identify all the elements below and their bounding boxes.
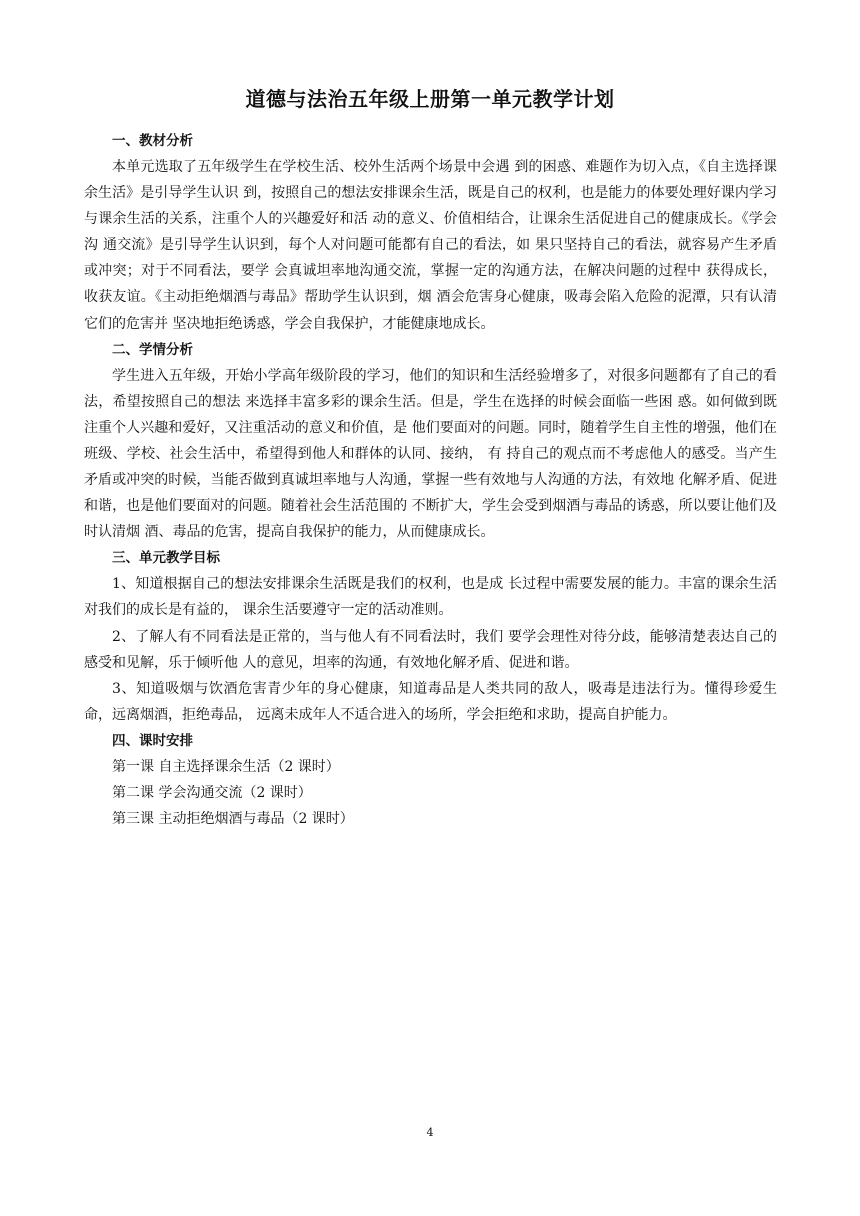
goal-paragraph: 2、了解人有不同看法是正常的，当与他人有不同看法时，我们 要学会理性对待分歧，能够清楚表达自己的感受和见解，乐于倾听他 人的意见，坦率的沟通，有效地化解矛盾、促进和谐。 <box>84 628 777 671</box>
paragraph: 本单元选取了五年级学生在学校生活、校外生活两个场景中会遇 到的困惑、难题作为切入点，《自主选择课余生活》是引导学生认识 到，按照自己的想法安排课余生活，既是自己的权利，也是能力的体要处理好课内学习与课余生活的关系，注重个人的兴趣爱好和活 动的意义、价值相结合，让课余生活促进自己的健康成长。《学会沟 通交流》是引导学生认识到，每个人对问题可能都有自己的看法，如 果只坚持自己的看法，就容易产生矛盾或冲突；对于不同看法，要学 会真诚坦率地沟通交流，掌握一定的沟通方法，在解决问题的过程中 获得成长，收获友谊。《主动拒绝烟酒与毒品》帮助学生认识到，烟 酒会危害身心健康，吸毒会陷入危险的泥潭，只有认清它们的危害并 坚决地拒绝诱惑，学会自我保护，才能健康地成长。 <box>84 159 777 332</box>
section-lesson-schedule <box>84 728 777 832</box>
lesson-item: 第二课 学会沟通交流（2 课时） <box>112 784 312 801</box>
paragraph: 学生进入五年级，开始小学高年级阶段的学习，他们的知识和生活经验增多了，对很多问题都有了自己的看法，希望按照自己的想法 来选择丰富多彩的课余生活。但是，学生在选择的时候会面临一些困 惑。如何做到既注重个人兴趣和爱好，又注重活动的意义和价值，是 他们要面对的问题。同时，随着学生自主性的增强，他们在班级、学校、社会生活中，希望得到他人和群体的认同、接纳， 有 持自己的观点而不考虑他人的感受。当产生矛盾或冲突的时候，当能否做到真诚坦率地与人沟通，掌握一些有效地与人沟通的方法，有效地 化解矛盾、促进和谐，也是他们要面对的问题。随着社会生活范围的 不断扩大，学生会受到烟酒与毒品的诱惑，所以要让他们及时认清烟 酒、毒品的危害，提高自我保护的能力，从而健康成长。 <box>84 367 777 541</box>
goal-paragraph: 3、知道吸烟与饮酒危害青少年的身心健康，知道毒品是人类共同的敌人，吸毒是违法行为。懂得珍爱生命，远离烟酒，拒绝毒品， 远离未成年人不适合进入的场所，学会拒绝和求助，提高自护能力。 <box>84 680 777 723</box>
section-textbook-analysis <box>84 128 777 337</box>
page-number: 4 <box>426 1126 434 1139</box>
lesson-item: 第一课 自主选择课余生活（2 课时） <box>112 758 340 775</box>
lesson-item: 第三课 主动拒绝烟酒与毒品（2 课时） <box>112 810 354 827</box>
goal-paragraph: 1、知道根据自己的想法安排课余生活既是我们的权利，也是成 长过程中需要发展的能力。丰富的课余生活对我们的成长是有益的， 课余生活要遵守一定的活动准则。 <box>84 576 777 619</box>
section-student-analysis <box>84 337 777 546</box>
document-body <box>84 128 777 832</box>
section-heading: 一、教材分析 <box>112 133 193 149</box>
section-heading: 三、单元教学目标 <box>112 550 220 567</box>
document-title: 道德与法治五年级上册第一单元教学计划 <box>245 87 615 111</box>
section-heading: 四、课时安排 <box>112 732 193 749</box>
section-teaching-goals <box>84 545 777 728</box>
section-heading: 二、学情分析 <box>112 341 193 358</box>
